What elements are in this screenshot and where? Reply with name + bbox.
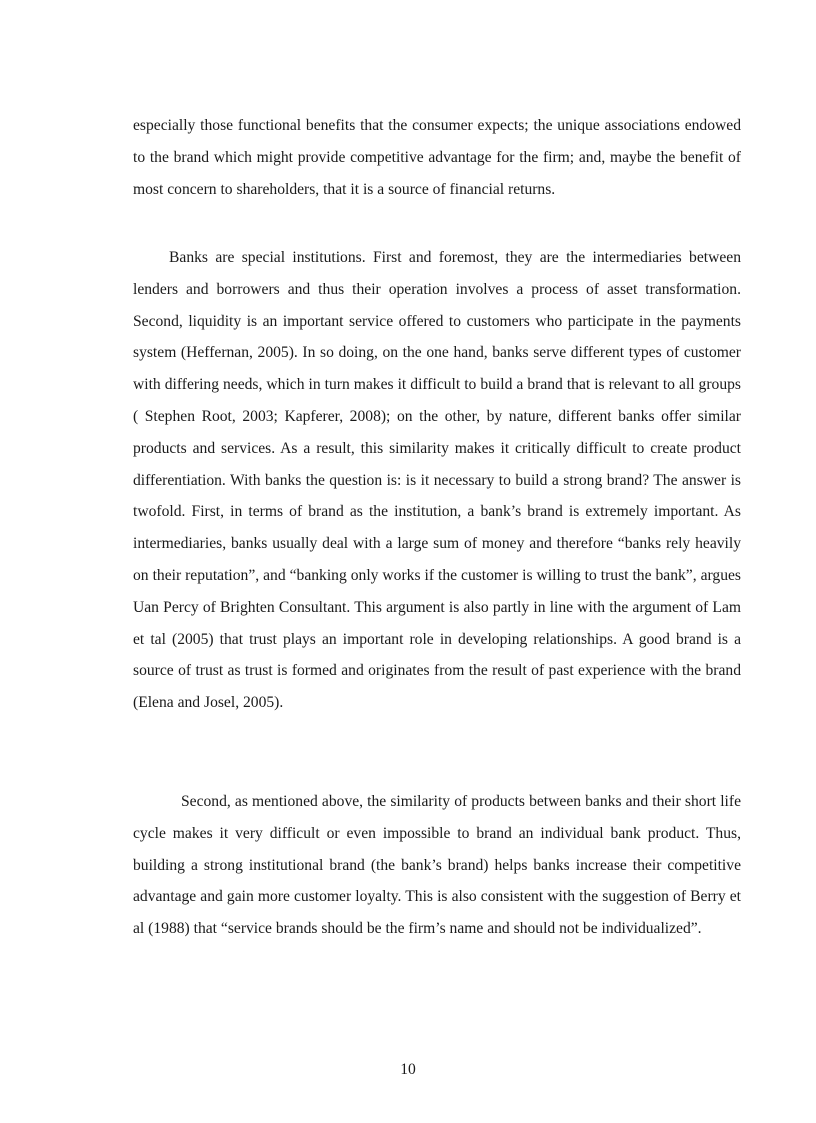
paragraph-continuation: especially those functional benefits that the consumer expects; the unique associations endowed to the brand which might provide competitive advantage for the firm; and, maybe the benefit of most concern to shareholders, that it is a source of financial returns. bbox=[133, 117, 741, 198]
paragraph-institutional-brand: Second, as mentioned above, the similarity of products between banks and their short life cycle makes it very difficult or even impossible to brand an individual bank product. Thus, building a strong institutional brand (the bank’s brand) helps banks increase their competitive advantage and gain more customer loyalty. This is also consistent with the suggestion of Berry et al (1988) that “service brands should be the firm’s name and should not be individualized”. bbox=[133, 793, 741, 938]
page-number: 10 bbox=[400, 1061, 416, 1078]
paragraph-banks-special-institutions: Banks are special institutions. First and foremost, they are the intermediaries between lenders and borrowers and thus their operation involves a process of asset transformation. Second, liquidity is an important service offered to customers who participate in the payments system (Heffernan, 2005). In so doing, on the one hand, banks serve different types of customer with differing needs, which in turn makes it difficult to build a brand that is relevant to all groups ( Stephen Root, 2003; Kapferer, 2008); on the other, by nature, different banks offer similar products and services. As a result, this similarity makes it critically difficult to create product differentiation. With banks the question is: is it necessary to build a strong brand? The answer is twofold. First, in terms of brand as the institution, a bank’s brand is extremely important. As intermediaries, banks usually deal with a large sum of money and therefore “banks rely heavily on their reputation”, and “banking only works if the customer is willing to trust the bank”, argues Uan Percy of Brighten Consultant. This argument is also partly in line with the argument of Lam et tal (2005) that trust plays an important role in developing relationships. A good brand is a source of trust as trust is formed and originates from the result of past experience with the brand (Elena and Josel, 2005). bbox=[133, 249, 741, 712]
